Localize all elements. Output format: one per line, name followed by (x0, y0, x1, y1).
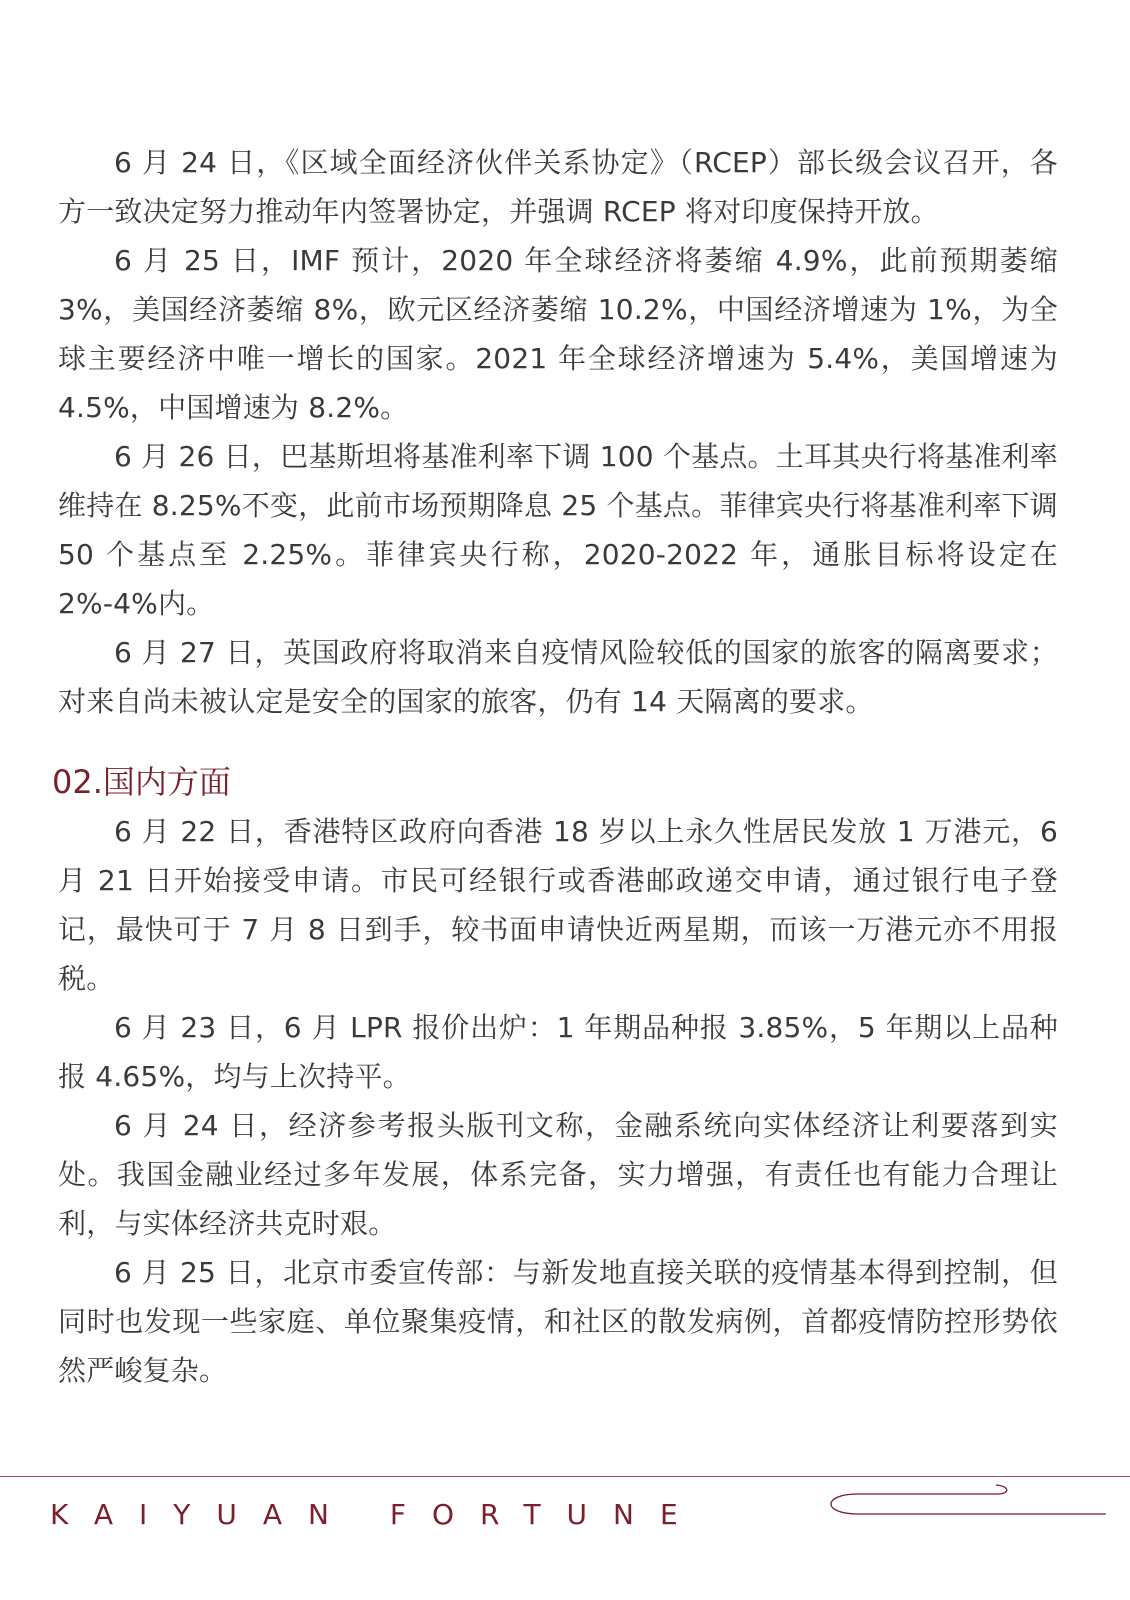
article-body (52, 138, 1058, 1395)
paragraph-rates: 6 月 26 日，巴基斯坦将基准利率下调 100 个基点。土耳其央行将基准利率维持在 8.25%不变，此前市场预期降息 25 个基点。菲律宾央行将基准利率下调 50 个基点至 2.25%。菲律宾央行称，2020-2022 年，通胀目标将设定在 2%-4%内。 (58, 440, 1058, 620)
paragraph-finance: 6 月 24 日，经济参考报头版刊文称，金融系统向实体经济让利要落到实处。我国金融业经过多年发展，体系完备，实力增强，有责任也有能力合理让利，与实体经济共克时艰。 (58, 1109, 1058, 1240)
page-footer (0, 1476, 1130, 1546)
paragraph-beijing: 6 月 25 日，北京市委宣传部：与新发地直接关联的疫情基本得到控制，但同时也发现一些家庭、单位聚集疫情，和社区的散发病例，首都疫情防控形势依然严峻复杂。 (58, 1256, 1058, 1387)
footer-brand-text: KAIYUAN FORTUNE (50, 1498, 704, 1531)
paragraph-hk: 6 月 22 日，香港特区政府向香港 18 岁以上永久性居民发放 1 万港元，6 月 21 日开始接受申请。市民可经银行或香港邮政递交申请，通过银行电子登记，最快可于 7 月 8 日到手，较书面申请快近两星期，而该一万港元亦不用报税。 (58, 815, 1058, 995)
paragraph-lpr: 6 月 23 日，6 月 LPR 报价出炉：1 年期品种报 3.85%，5 年期以上品种报 4.65%，均与上次持平。 (58, 1011, 1058, 1093)
paragraph-imf: 6 月 25 日，IMF 预计，2020 年全球经济将萎缩 4.9%，此前预期萎缩 3%，美国经济萎缩 8%，欧元区经济萎缩 10.2%，中国经济增速为 1%，为全球主要经济中唯一增长的国家。2021 年全球经济增速为 5.4%，美国增速为 4.5%，中国增速为 8.2%。 (58, 244, 1058, 424)
paragraph-rcep: 6 月 24 日，《区域全面经济伙伴关系协定》（RCEP）部长级会议召开，各方一致决定努力推动年内签署协定，并强调 RCEP 将对印度保持开放。 (58, 146, 1058, 228)
section-title-domestic: 02.国内方面 (52, 763, 231, 801)
paragraph-uk: 6 月 27 日，英国政府将取消来自疫情风险较低的国家的旅客的隔离要求；对来自尚未被认定是安全的国家的旅客，仍有 14 天隔离的要求。 (58, 636, 1058, 718)
